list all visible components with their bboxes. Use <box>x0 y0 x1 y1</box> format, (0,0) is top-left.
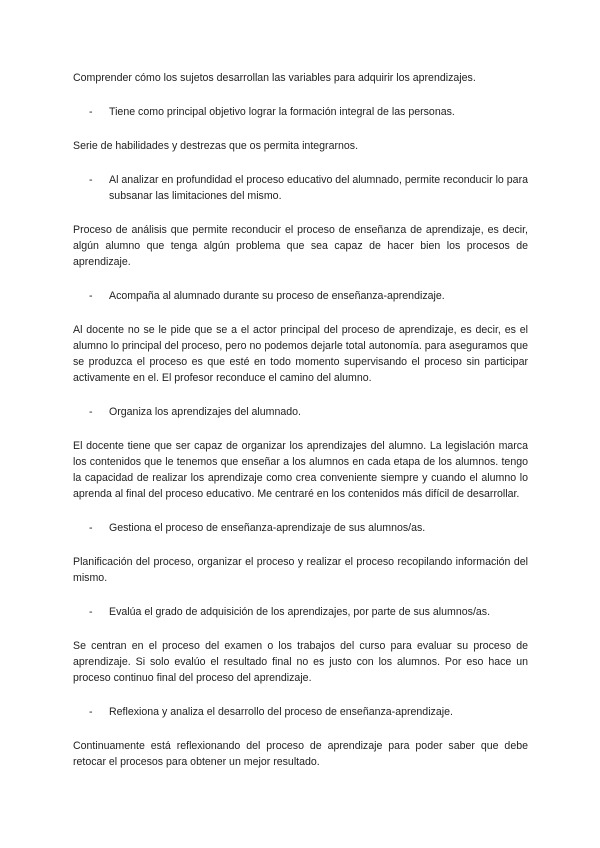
paragraph: Continuamente está reflexionando del proceso de aprendizaje para poder saber que debe retocar el procesos para obtener un mejor resultado. <box>73 740 528 768</box>
paragraph: Proceso de análisis que permite reconducir el proceso de enseñanza de aprendizaje, es decir, algún alumno que tenga algún problema que sea capaz de hacer bien los procesos de aprendizaje. <box>73 224 528 268</box>
bullet-text: Evalúa el grado de adquisición de los aprendizajes, por parte de sus alumnos/as. <box>109 606 491 618</box>
bullet-dash: - <box>89 174 93 186</box>
bullet-item <box>73 104 528 120</box>
bullet-dash: - <box>89 406 93 418</box>
bullet-dash: - <box>89 606 93 618</box>
bullet-item <box>73 404 528 420</box>
bullet-dash: - <box>89 106 93 118</box>
paragraph: Serie de habilidades y destrezas que os permita integrarnos. <box>73 140 359 152</box>
paragraph: Planificación del proceso, organizar el proceso y realizar el proceso recopilando información del mismo. <box>73 556 528 584</box>
paragraph: Se centran en el proceso del examen o los trabajos del curso para evaluar su proceso de aprendizaje. Si solo evalúo el resultado final no es justo con los alumnos. Por eso hace un proceso continuo final del proceso del aprendizaje. <box>73 640 528 684</box>
bullet-text: Gestiona el proceso de enseñanza-aprendizaje de sus alumnos/as. <box>109 522 426 534</box>
bullet-item <box>73 288 528 304</box>
bullet-item <box>73 704 528 720</box>
bullet-item <box>73 604 528 620</box>
paragraph: Comprender cómo los sujetos desarrollan las variables para adquirir los aprendizajes. <box>73 72 476 84</box>
bullet-text: Organiza los aprendizajes del alumnado. <box>109 406 301 418</box>
bullet-text: Reflexiona y analiza el desarrollo del proceso de enseñanza-aprendizaje. <box>109 706 453 718</box>
bullet-dash: - <box>89 290 93 302</box>
bullet-dash: - <box>89 706 93 718</box>
bullet-item <box>73 520 528 536</box>
paragraph: El docente tiene que ser capaz de organizar los aprendizajes del alumno. La legislación marca los contenidos que le tenemos que enseñar a los alumnos en cada etapa de los alumnos. tengo la capacidad de realizar los aprendizaje como crea conveniente siempre y cuando el alumno lo aprenda al final del proceso educativo. Me centraré en los contenidos más difícil de desarrollar. <box>73 440 528 500</box>
bullet-text: Tiene como principal objetivo lograr la formación integral de las personas. <box>109 106 455 118</box>
bullet-item <box>73 172 528 204</box>
bullet-dash: - <box>89 522 93 534</box>
bullet-text: Al analizar en profundidad el proceso educativo del alumnado, permite reconducir lo para subsanar las limitaciones del mismo. <box>109 174 528 202</box>
bullet-text: Acompaña al alumnado durante su proceso de enseñanza-aprendizaje. <box>109 290 445 302</box>
paragraph: Al docente no se le pide que se a el actor principal del proceso de aprendizaje, es decir, es el alumno lo principal del proceso, pero no podemos dejarle total autonomía. para aseguramos que se produzca el proceso es que esté en todo momento supervisando el proceso sin participar activamente en el. El profesor reconduce el camino del alumno. <box>73 324 528 384</box>
